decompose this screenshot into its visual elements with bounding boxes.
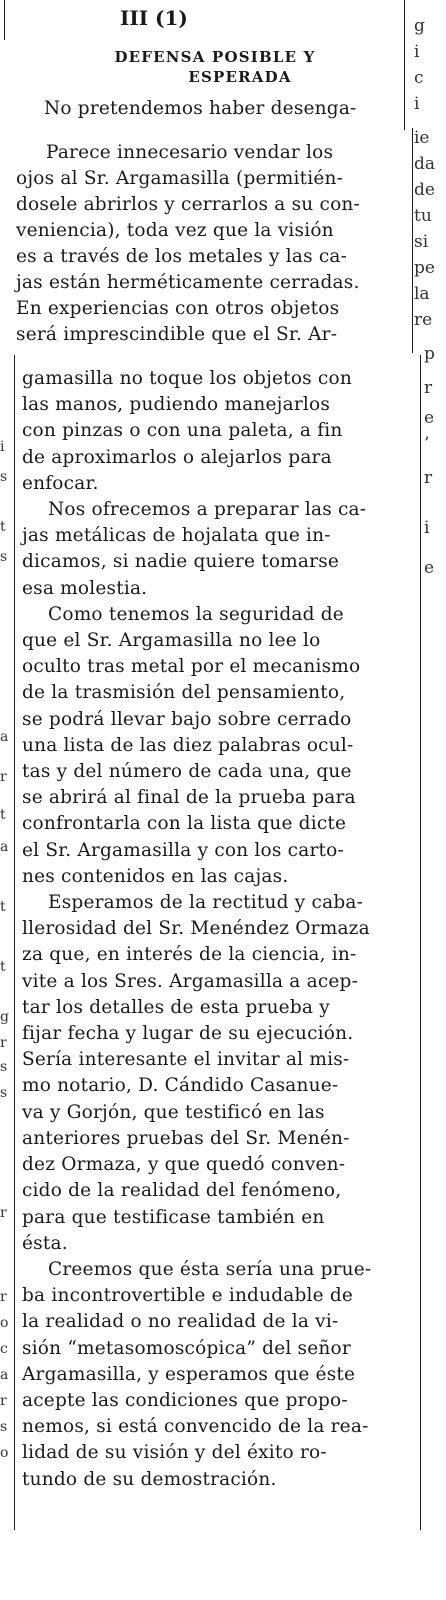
text-line: esa molestia. bbox=[22, 577, 148, 599]
margin-fragment: tu bbox=[414, 206, 432, 226]
paragraph bbox=[22, 890, 412, 1257]
margin-fragment: p bbox=[424, 344, 435, 364]
margin-fragment: a bbox=[0, 729, 9, 745]
paragraph bbox=[22, 366, 412, 497]
margin-fragment: s bbox=[0, 549, 8, 565]
text-line: el Sr. Argamasilla y con los carto- bbox=[22, 839, 344, 861]
margin-fragment: g bbox=[0, 1009, 9, 1025]
margin-fragment: t bbox=[0, 807, 6, 823]
text-line: las manos, pudiendo manejarlos bbox=[22, 394, 331, 416]
text-line: ojos al Sr. Argamasilla (permitién- bbox=[16, 168, 344, 189]
text-line: sión “metasomoscópica” del señor bbox=[22, 1337, 351, 1359]
margin-fragment: ie bbox=[414, 128, 430, 148]
margin-fragment: i bbox=[0, 439, 5, 455]
text-line: Como tenemos la seguridad de bbox=[48, 603, 344, 625]
margin-fragment: s bbox=[0, 469, 8, 485]
margin-fragment: r bbox=[424, 378, 433, 398]
margin-fragment: da bbox=[414, 154, 436, 174]
text-line: dicamos, si nadie quiere tomarse bbox=[22, 551, 340, 573]
margin-fragment: ’ bbox=[424, 434, 430, 454]
text-line: con pinzas o con una paleta, a fin bbox=[22, 420, 343, 442]
text-line: acepte las condiciones que propo- bbox=[22, 1389, 348, 1411]
margin-fragment: r bbox=[0, 1035, 7, 1051]
clip-fragment-middle bbox=[16, 140, 410, 348]
text-line: lidad de su visión y del éxito ro- bbox=[22, 1442, 327, 1464]
margin-fragment: de bbox=[414, 180, 435, 200]
text-line: la realidad o no realidad de la vi- bbox=[22, 1311, 339, 1333]
margin-fragment: a bbox=[0, 839, 9, 855]
text-line: jas metálicas de hojalata que in- bbox=[22, 525, 331, 547]
text-line: enfocar. bbox=[22, 472, 99, 494]
margin-fragment: la bbox=[414, 284, 430, 304]
text-line: de la trasmisión del pensamiento, bbox=[22, 682, 346, 704]
margin-fragment: a bbox=[0, 1367, 9, 1383]
text-line: anteriores pruebas del Sr. Menén- bbox=[22, 1127, 350, 1149]
text-line: tas y del número de cada una, que bbox=[22, 761, 352, 783]
margin-fragment: r bbox=[0, 769, 7, 785]
text-line: vite a los Sres. Argamasilla a acep- bbox=[22, 970, 359, 992]
left-column-rule bbox=[14, 355, 15, 1530]
margin-fragment: t bbox=[0, 959, 6, 975]
margin-fragment: s bbox=[0, 1059, 8, 1075]
text-line: Esperamos de la rectitud y caba- bbox=[48, 892, 364, 914]
text-line: dosele abrirlos y cerrarlos a su con- bbox=[16, 194, 360, 215]
margin-fragment: r bbox=[424, 468, 433, 488]
text-line: llerosidad del Sr. Menéndez Ormaza bbox=[22, 918, 370, 940]
text-line: jas están herméticamente cerradas. bbox=[16, 272, 360, 293]
text-line: Sería interesante el invitar al mis- bbox=[22, 1049, 350, 1071]
margin-fragment: o bbox=[0, 1315, 9, 1331]
text-line: una lista de las diez palabras ocul- bbox=[22, 734, 354, 756]
text-line: tar los detalles de esta prueba y bbox=[22, 996, 330, 1018]
clip-fragment-top bbox=[44, 96, 404, 130]
text-line: ba incontrovertible e indudable de bbox=[22, 1285, 354, 1307]
text-line: oculto tras metal por el mecanismo bbox=[22, 656, 361, 678]
text-line: Parece innecesario vendar los bbox=[46, 142, 334, 163]
text-line: cido de la realidad del fenómeno, bbox=[22, 1180, 342, 1202]
text-line: No pretendemos haber desenga- bbox=[44, 98, 357, 119]
text-line: Argamasilla, y esperamos que éste bbox=[22, 1363, 356, 1385]
right-column-rule bbox=[412, 128, 413, 353]
text-line: Nos ofrecemos a preparar las ca- bbox=[48, 499, 367, 521]
text-line: veniencia), toda vez que la visión bbox=[16, 220, 334, 241]
margin-fragment: re bbox=[414, 310, 433, 330]
margin-fragment: i bbox=[424, 518, 430, 538]
margin-fragment: t bbox=[0, 899, 6, 915]
margin-fragment: i bbox=[414, 94, 420, 114]
text-line: Creemos que ésta sería una prue- bbox=[48, 1258, 372, 1280]
margin-fragment: s bbox=[0, 1085, 8, 1101]
text-line: gamasilla no toque los objetos con bbox=[22, 368, 352, 389]
text-line: En experiencias con otros objetos bbox=[16, 298, 340, 319]
text-line: se abrirá al final de la prueba para bbox=[22, 787, 356, 809]
text-line: va y Gorjón, que testificó en las bbox=[22, 1101, 325, 1123]
text-line: za que, en interés de la ciencia, in- bbox=[22, 944, 357, 966]
text-line: será imprescindible que el Sr. Ar- bbox=[16, 324, 338, 345]
text-line: tundo de su demostración. bbox=[22, 1468, 277, 1490]
text-line: que el Sr. Argamasilla no lee lo bbox=[22, 630, 321, 652]
clip-fragment-main bbox=[22, 366, 412, 1493]
article-title-line-1: DEFENSA POSIBLE Y bbox=[114, 48, 316, 66]
margin-fragment: e bbox=[424, 408, 435, 428]
paragraph bbox=[22, 497, 412, 602]
margin-fragment: g bbox=[414, 16, 425, 36]
left-margin-fragments bbox=[0, 0, 12, 1600]
text-line: nemos, si está convencido de la rea- bbox=[22, 1416, 369, 1438]
margin-fragment: s bbox=[0, 1419, 8, 1435]
margin-fragment: r bbox=[0, 1289, 7, 1305]
text-line: mo notario, D. Cándido Casanue- bbox=[22, 1075, 339, 1097]
paragraph bbox=[22, 602, 412, 890]
text-line: confrontarla con la lista que dicte bbox=[22, 813, 347, 835]
paragraph bbox=[22, 1257, 412, 1493]
margin-fragment: t bbox=[0, 519, 6, 535]
margin-fragment: c bbox=[414, 68, 424, 88]
text-line: fijar fecha y lugar de su ejecución. bbox=[22, 1023, 354, 1045]
margin-fragment: o bbox=[0, 1445, 9, 1461]
text-line: dez Ormaza, y que quedó conven- bbox=[22, 1154, 346, 1176]
article-number: III (1) bbox=[120, 6, 188, 30]
margin-fragment: r bbox=[0, 1205, 7, 1221]
text-line: se podrá llevar bajo sobre cerrado bbox=[22, 708, 352, 730]
margin-fragment: pe bbox=[414, 258, 435, 278]
text-line: ésta. bbox=[22, 1232, 68, 1254]
margin-fragment: si bbox=[414, 232, 429, 252]
margin-fragment: r bbox=[0, 1393, 7, 1409]
right-margin-fragments bbox=[414, 0, 446, 1600]
text-line: para que testificase también en bbox=[22, 1206, 325, 1228]
margin-fragment: c bbox=[0, 1341, 8, 1357]
margin-fragment: e bbox=[424, 558, 435, 578]
margin-fragment: i bbox=[414, 42, 420, 62]
article-title-line-2: ESPERADA bbox=[188, 68, 292, 86]
text-line: es a través de los metales y las ca- bbox=[16, 246, 348, 267]
text-line: nes contenidos en las cajas. bbox=[22, 865, 289, 887]
text-line: de aproximarlos o alejarlos para bbox=[22, 446, 332, 468]
